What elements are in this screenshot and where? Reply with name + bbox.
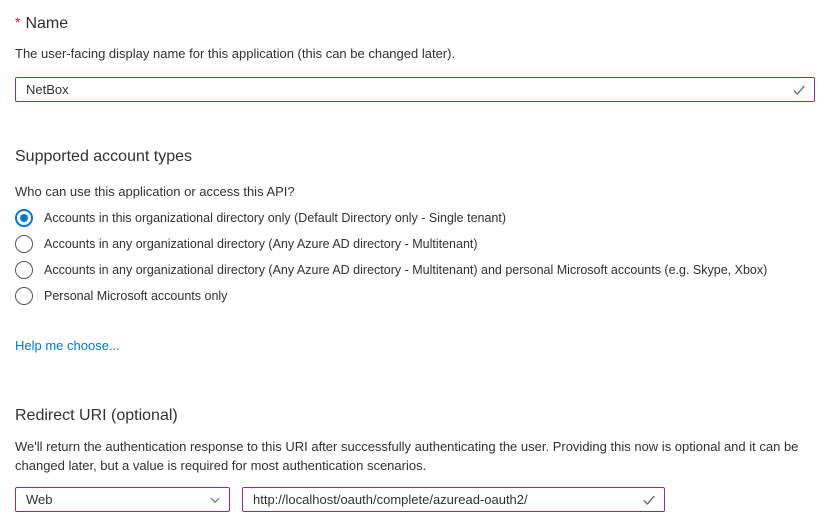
radio-option-label: Accounts in this organizational directory only (Default Directory only - Single tenant) [44, 211, 507, 225]
name-field-container [15, 77, 815, 102]
redirect-uri-description: We'll return the authentication response to this URI after successfully authenticating the user. Providing this now is optional and it can be changed later, but a value is required for most authentication scenarios. [15, 439, 799, 473]
name-description: The user-facing display name for this application (this can be changed later). [15, 46, 456, 61]
radio-option-single-tenant[interactable] [15, 209, 815, 227]
name-input[interactable] [16, 78, 788, 101]
radio-option-multitenant-personal[interactable] [15, 261, 815, 279]
required-asterisk: * [15, 14, 21, 30]
account-types-section-title: Supported account types [15, 148, 193, 165]
platform-select-value: Web [26, 492, 53, 507]
redirect-uri-field-container [242, 487, 665, 512]
radio-button-icon [15, 235, 33, 253]
radio-button-icon [15, 209, 33, 227]
radio-option-label: Accounts in any organizational directory (Any Azure AD directory - Multitenant) [44, 237, 478, 251]
help-me-choose-link[interactable]: Help me choose... [15, 338, 120, 353]
redirect-uri-input[interactable] [243, 488, 638, 511]
chevron-down-icon [205, 494, 229, 506]
platform-select[interactable] [15, 487, 230, 512]
redirect-uri-section-title: Redirect URI (optional) [15, 407, 178, 424]
name-title-text: Name [25, 15, 69, 32]
account-types-question: Who can use this application or access this API? [15, 184, 295, 199]
checkmark-icon [638, 493, 664, 507]
radio-option-personal-only[interactable] [15, 287, 815, 305]
radio-option-label: Personal Microsoft accounts only [44, 289, 228, 303]
radio-option-label: Accounts in any organizational directory (Any Azure AD directory - Multitenant) and personal Microsoft accounts (e.g. Skype, Xbox) [44, 263, 768, 277]
redirect-uri-row [15, 487, 815, 512]
name-section-title [15, 12, 815, 34]
radio-button-icon [15, 287, 33, 305]
checkmark-icon [788, 83, 814, 97]
radio-button-icon [15, 261, 33, 279]
radio-option-multitenant[interactable] [15, 235, 815, 253]
account-types-radio-group [15, 209, 815, 305]
